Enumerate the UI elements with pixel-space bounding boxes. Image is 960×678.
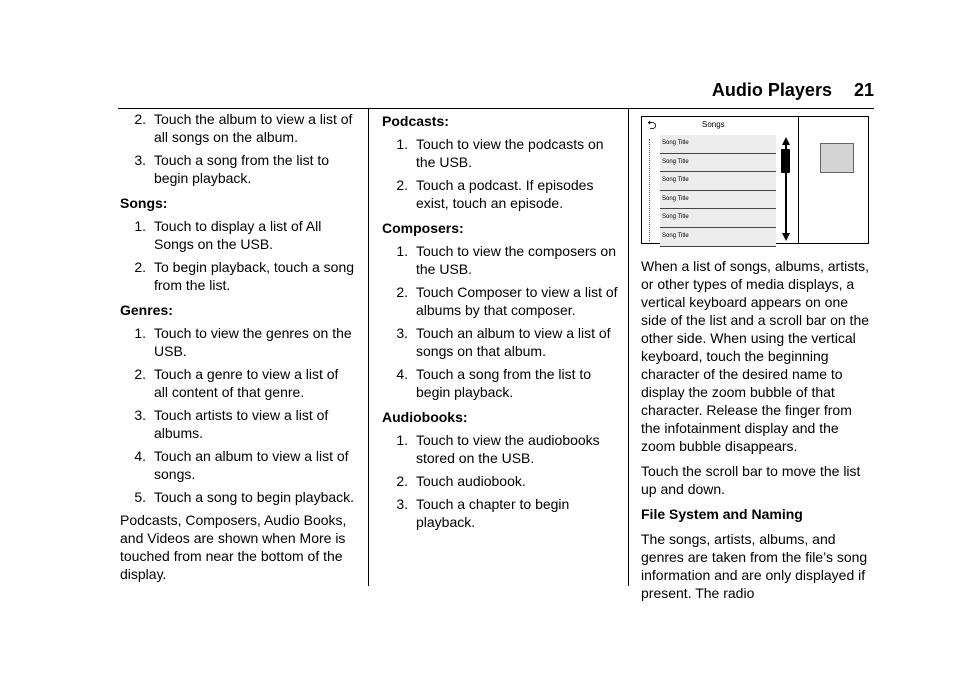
column-divider-1: [368, 108, 369, 586]
composers-list: [382, 242, 618, 401]
column-2: [382, 110, 618, 531]
scroll-bar-paragraph: Touch the scroll bar to move the list up and down.: [641, 463, 861, 497]
list-item: [120, 488, 356, 506]
list-item: [120, 151, 356, 187]
composers-heading: Composers:: [382, 220, 464, 236]
list-item: [120, 258, 356, 294]
genres-list: [120, 324, 356, 506]
column-divider-2: [628, 108, 629, 586]
item-number: 2.: [134, 366, 146, 382]
item-number: 3.: [396, 325, 408, 341]
file-system-heading: File System and Naming: [641, 506, 803, 522]
column-1: [120, 110, 356, 583]
item-text: Touch to view the genres on the USB.: [154, 325, 352, 359]
back-arrow-icon[interactable]: ⮌: [647, 118, 657, 132]
item-number: 3.: [134, 152, 146, 168]
song-row[interactable]: Song Title: [660, 209, 776, 228]
list-item: [382, 324, 618, 360]
scroll-down-icon[interactable]: [782, 233, 790, 241]
section-title: Audio Players: [711, 80, 832, 100]
list-item: [120, 406, 356, 442]
list-item: [120, 110, 356, 146]
scroll-bar[interactable]: [781, 137, 791, 241]
item-text: Touch the album to view a list of all songs on the album.: [154, 111, 353, 145]
item-text: Touch to view the podcasts on the USB.: [416, 136, 604, 170]
item-text: Touch to view the composers on the USB.: [416, 243, 616, 277]
item-number: 1.: [396, 432, 408, 448]
item-number: 2.: [134, 259, 146, 275]
screen-divider: [798, 117, 799, 243]
item-number: 4.: [396, 366, 408, 382]
audiobooks-list: [382, 431, 618, 531]
item-text: Touch a song from the list to begin playback.: [416, 366, 592, 400]
item-number: 1.: [134, 218, 146, 234]
item-text: Touch Composer to view a list of albums by that composer.: [416, 284, 618, 318]
list-item: [382, 431, 618, 467]
scroll-thumb[interactable]: [781, 149, 790, 173]
list-item: [382, 242, 618, 278]
item-number: 1.: [396, 243, 408, 259]
list-item: [382, 365, 618, 401]
list-item: [120, 447, 356, 483]
list-item: [120, 217, 356, 253]
song-row[interactable]: Song Title: [660, 191, 776, 210]
item-number: 1.: [396, 136, 408, 152]
item-number: 5.: [134, 489, 146, 505]
file-system-paragraph: The songs, artists, albums, and genres are taken from the file’s song information and are only displayed if present. The radio: [641, 531, 868, 601]
list-item: [120, 324, 356, 360]
genres-heading: Genres:: [120, 302, 173, 318]
item-text: Touch to display a list of All Songs on the USB.: [154, 218, 322, 252]
vertical-keyboard[interactable]: [649, 139, 654, 241]
item-text: Touch a chapter to begin playback.: [416, 496, 570, 530]
podcasts-list: [382, 135, 618, 212]
song-row[interactable]: Song Title: [660, 135, 776, 154]
list-item: [382, 135, 618, 171]
page-number: 21: [853, 80, 874, 100]
song-list: [660, 135, 776, 247]
item-text: Touch a song to begin playback.: [154, 489, 355, 505]
item-text: Touch an album to view a list of songs on that album.: [416, 325, 611, 359]
scroll-up-icon[interactable]: [782, 137, 790, 145]
item-text: Touch an album to view a list of songs.: [154, 448, 349, 482]
list-item: [382, 472, 618, 490]
list-item: [382, 176, 618, 212]
albums-list: [120, 110, 356, 187]
song-row[interactable]: Song Title: [660, 172, 776, 191]
item-text: Touch a podcast. If episodes exist, touch an episode.: [416, 177, 594, 211]
list-item: [382, 495, 618, 531]
more-note: Podcasts, Composers, Audio Books, and Videos are shown when More is touched from near the bottom of the display.: [120, 512, 347, 582]
item-text: Touch artists to view a list of albums.: [154, 407, 329, 441]
item-text: To begin playback, touch a song from the list.: [154, 259, 355, 293]
item-number: 2.: [396, 284, 408, 300]
podcasts-heading: Podcasts:: [382, 113, 449, 129]
item-number: 4.: [134, 448, 146, 464]
song-row[interactable]: Song Title: [660, 154, 776, 173]
item-text: Touch a song from the list to begin playback.: [154, 152, 330, 186]
song-row[interactable]: Song Title: [660, 228, 776, 247]
item-number: 2.: [396, 177, 408, 193]
songs-heading: Songs:: [120, 195, 168, 211]
item-number: 1.: [134, 325, 146, 341]
item-number: 3.: [134, 407, 146, 423]
column-3: [641, 110, 873, 609]
item-number: 2.: [134, 111, 146, 127]
item-text: Touch to view the audiobooks stored on the USB.: [416, 432, 600, 466]
list-item: [382, 283, 618, 319]
audiobooks-heading: Audiobooks:: [382, 409, 468, 425]
vertical-keyboard-paragraph: When a list of songs, albums, artists, or other types of media displays, a vertical keyboard appears on one side of the list and a scroll bar on the other side. When using the vertical keyboard, touch the beginning character of the desired name to display the zoom bubble of that character. Release the finger from the infotainment display and the zoom bubble disappears.: [641, 258, 870, 454]
item-text: Touch audiobook.: [416, 473, 526, 489]
page-header: [712, 80, 874, 101]
songs-list: [120, 217, 356, 294]
screen-title: Songs: [702, 120, 725, 129]
album-art-placeholder: [820, 143, 854, 173]
item-text: Touch a genre to view a list of all content of that genre.: [154, 366, 339, 400]
item-number: 3.: [396, 496, 408, 512]
header-rule: [118, 108, 874, 109]
item-number: 2.: [396, 473, 408, 489]
list-item: [120, 365, 356, 401]
songs-screen-illustration: [641, 116, 869, 244]
